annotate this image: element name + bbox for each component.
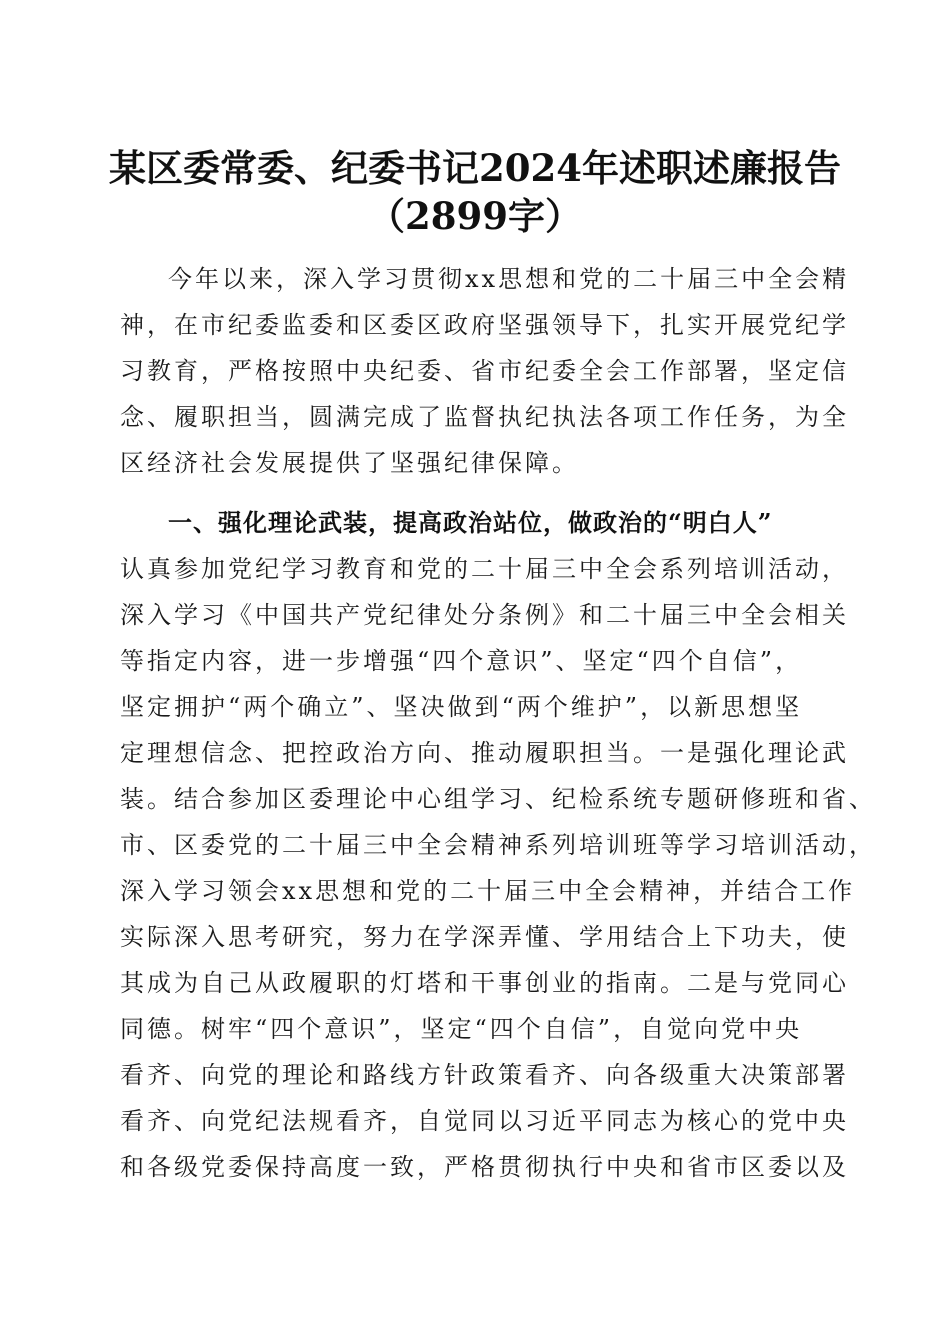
document-title: 某区委常委、纪委书记2024年述职述廉报告 — [109, 146, 841, 190]
paragraph-line: 等指定内容，进一步增强“四个意识”、坚定“四个自信”， — [120, 647, 803, 675]
section-1-heading: 一、强化理论武装，提高政治站位，做政治的“明白人” — [168, 508, 773, 537]
paragraph-line: 装。结合参加区委理论中心组学习、纪检系统专题研修班和省、 — [120, 785, 876, 813]
paragraph-line: 实际深入思考研究，努力在学深弄懂、学用结合上下功夫，使 — [120, 923, 849, 951]
paragraph-line: 今年以来，深入学习贯彻xx思想和党的二十届三中全会精 — [168, 265, 850, 293]
paragraph-line: 坚定拥护“两个确立”、坚决做到“两个维护”，以新思想坚 — [120, 693, 803, 721]
paragraph-line: 念、履职担当，圆满完成了监督执纪执法各项工作任务，为全 — [120, 403, 849, 431]
paragraph-line: 和各级党委保持高度一致，严格贯彻执行中央和省市区委以及 — [120, 1153, 849, 1181]
paragraph-line: 习教育，严格按照中央纪委、省市纪委全会工作部署，坚定信 — [120, 357, 849, 385]
paragraph-line: 区经济社会发展提供了坚强纪律保障。 — [120, 449, 579, 477]
paragraph-line: 看齐、向党纪法规看齐，自觉同以习近平同志为核心的党中央 — [120, 1107, 849, 1135]
paragraph-line: 看齐、向党的理论和路线方针政策看齐、向各级重大决策部署 — [120, 1061, 849, 1089]
paragraph-line: 同德。树牢“四个意识”，坚定“四个自信”，自觉向党中央 — [120, 1015, 803, 1043]
paragraph-line: 神，在市纪委监委和区委区政府坚强领导下，扎实开展党纪学 — [120, 311, 849, 339]
paragraph-line: 深入学习领会xx思想和党的二十届三中全会精神，并结合工作 — [120, 877, 856, 905]
document-subtitle-word-count: （2899字） — [368, 194, 582, 238]
paragraph-line: 认真参加党纪学习教育和党的二十届三中全会系列培训活动， — [120, 555, 849, 583]
paragraph-line: 市、区委党的二十届三中全会精神系列培训班等学习培训活动， — [120, 831, 876, 859]
paragraph-line: 深入学习《中国共产党纪律处分条例》和二十届三中全会相关 — [120, 601, 849, 629]
paragraph-line: 定理想信念、把控政治方向、推动履职担当。一是强化理论武 — [120, 739, 849, 767]
section-1-paragraph — [120, 546, 876, 1190]
intro-paragraph — [120, 256, 850, 486]
paragraph-line: 其成为自己从政履职的灯塔和干事创业的指南。二是与党同心 — [120, 969, 849, 997]
